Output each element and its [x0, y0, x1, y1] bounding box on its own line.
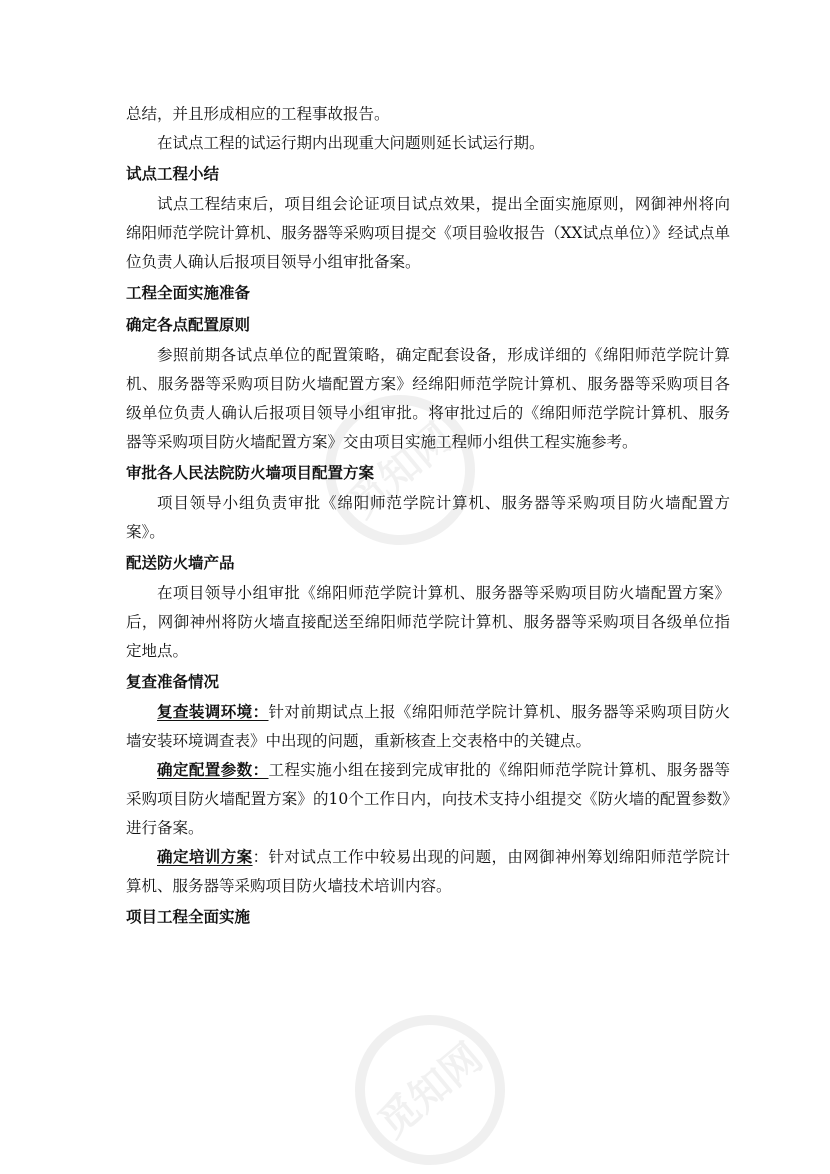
- term-paragraph: [126, 698, 730, 756]
- body-paragraph: 在试点工程的试运行期内出现重大问题则延长试运行期。: [157, 134, 545, 152]
- term-label: 确定配置参数：: [157, 761, 269, 779]
- section-heading: 试点工程小结: [126, 165, 220, 183]
- body-paragraph: 在项目领导小组审批《绵阳师范学院计算机、服务器等采购项目防火墙配置方案》后，网御神州将防火墙直接配送至绵阳师范学院计算机、服务器等采购项目各级单位指定地点。: [126, 584, 730, 660]
- section-heading: 复查准备情况: [126, 673, 220, 691]
- svg-text:觅知网: 觅知网: [369, 1034, 492, 1147]
- section-heading: 工程全面实施准备: [126, 284, 251, 302]
- term-paragraph: [126, 756, 730, 843]
- body-paragraph: 参照前期各试点单位的配置策略，确定配套设备，形成详细的《绵阳师范学院计算机、服务器等采购项目防火墙配置方案》经绵阳师范学院计算机、服务器等采购项目各级单位负责人确认后报项目领导小组审批。将审批过后的《绵阳师范学院计算机、服务器等采购项目防火墙配置方案》交由项目实施工程师小组供工程实施参考。: [126, 346, 730, 451]
- body-paragraph: 项目领导小组负责审批《绵阳师范学院计算机、服务器等采购项目防火墙配置方案》。: [126, 494, 730, 541]
- term-label: 复查装调环境：: [157, 703, 269, 721]
- section-heading: 确定各点配置原则: [126, 316, 251, 334]
- term-label: 确定培训方案: [157, 848, 253, 866]
- watermark-stamp-2: [331, 991, 528, 1174]
- body-paragraph: 总结，并且形成相应的工程事故报告。: [126, 105, 390, 123]
- term-description: 工程实施小组在接到完成审批的《绵阳师范学院计算机、服务器等采购项目防火墙配置方案》的10个工作日内，向技术支持小组提交《防火墙的配置参数》进行备案。: [126, 761, 730, 837]
- term-description: ：针对试点工作中较易出现的问题，由网御神州筹划绵阳师范学院计算机、服务器等采购项目防火墙技术培训内容。: [126, 848, 730, 895]
- body-paragraph: 试点工程结束后，项目组会论证项目试点效果，提出全面实施原则，网御神州将向绵阳师范学院计算机、服务器等采购项目提交《项目验收报告（XX试点单位）》经试点单位负责人确认后报项目领导小组审批备案。: [126, 195, 730, 271]
- document-body: [126, 100, 730, 933]
- svg-text:觅知网: 觅知网: [339, 414, 462, 527]
- term-description: 针对前期试点上报《绵阳师范学院计算机、服务器等采购项目防火墙安装环境调查表》中出现的问题，重新核查上交表格中的关键点。: [126, 703, 730, 750]
- section-heading: 配送防火墙产品: [126, 554, 235, 572]
- section-heading: 审批各人民法院防火墙项目配置方案: [126, 464, 375, 482]
- section-heading: 项目工程全面实施: [126, 908, 251, 926]
- term-paragraph: [126, 843, 730, 901]
